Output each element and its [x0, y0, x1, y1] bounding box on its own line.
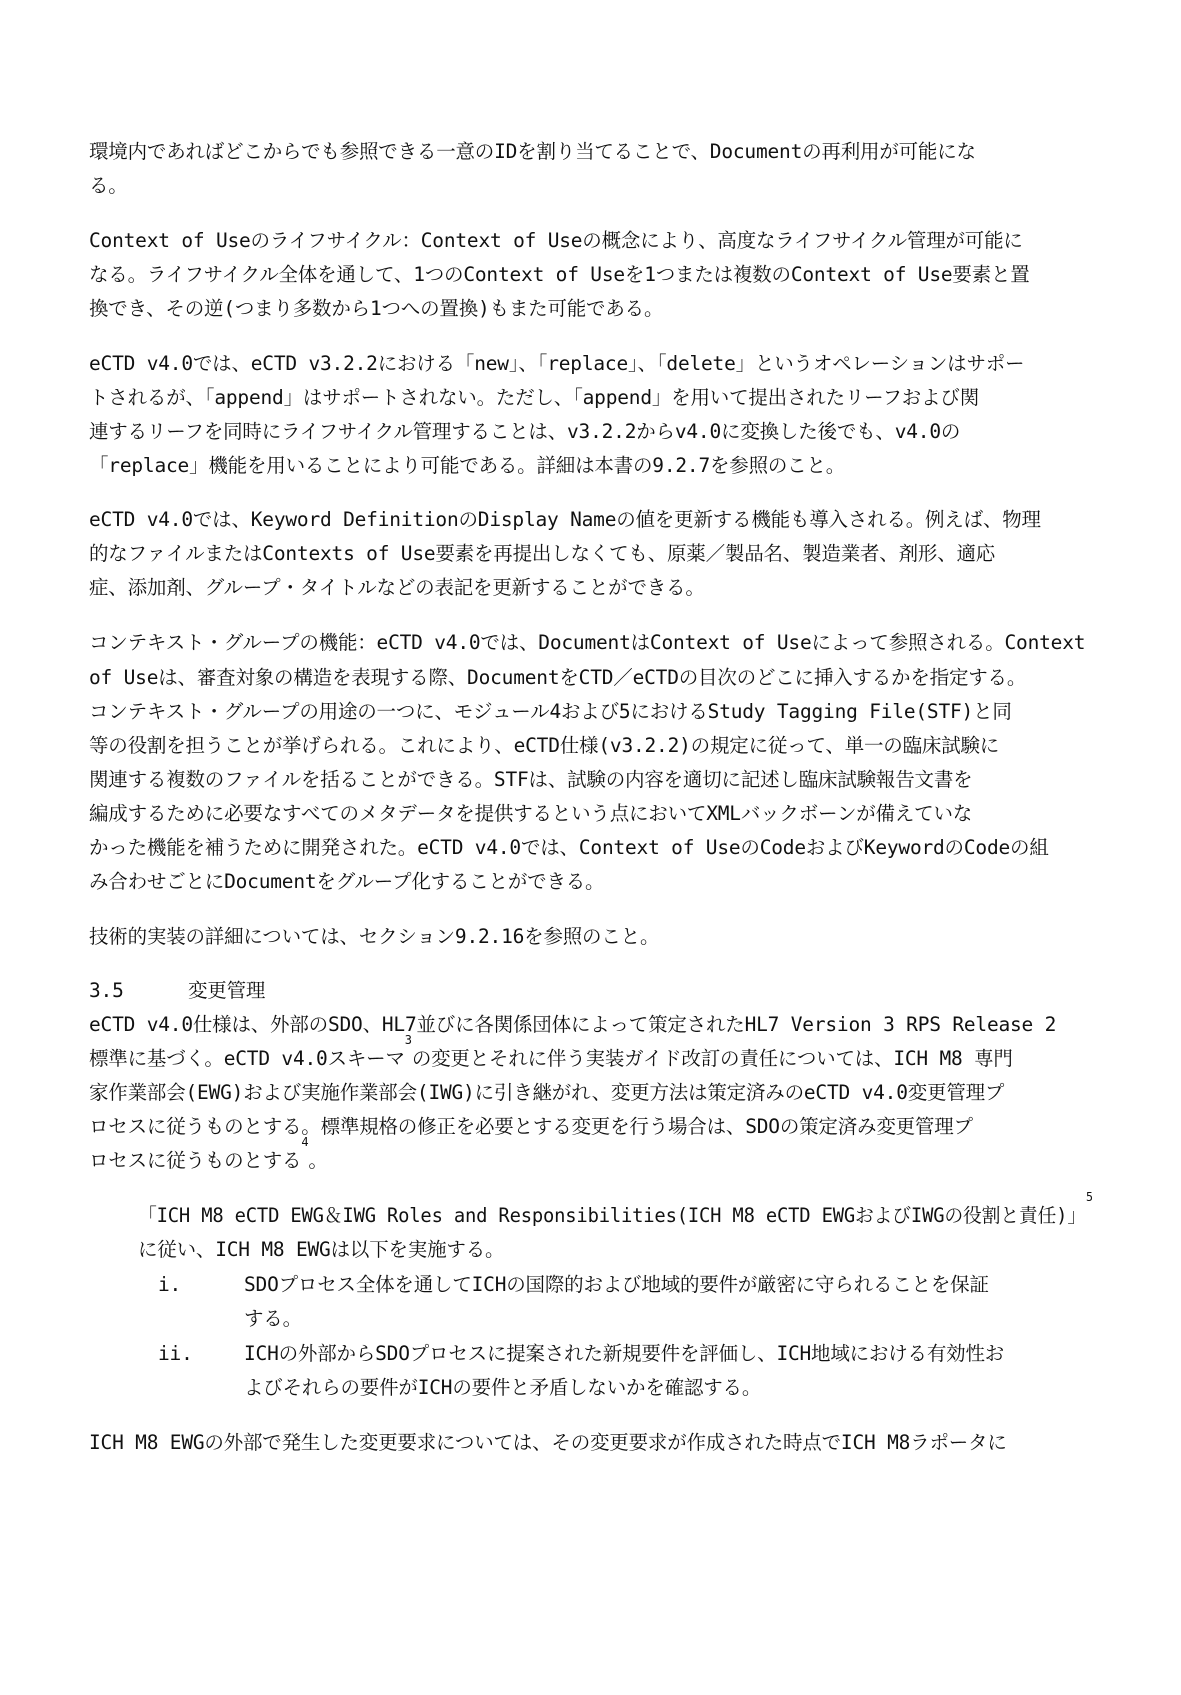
quote-line: に従い、ICH M8 EWGは以下を実施する。 — [138, 1238, 505, 1261]
paragraph-line: コンテキスト・グループの機能：eCTD v4.0では、DocumentはContext of Useによって参照される。Context — [89, 631, 1086, 654]
paragraph-line: ICH M8 EWGの外部で発生した変更要求については、その変更要求が作成された時点でICH M8ラポータに — [89, 1431, 1007, 1454]
paragraph-line: eCTD v4.0では、eCTD v3.2.2における「new」、「replace」、「delete」というオペレーションはサポー — [89, 352, 1025, 375]
paragraph-line: かった機能を補うために開発された。eCTD v4.0では、Context of UseのCodeおよびKeywordのCodeの組 — [89, 836, 1049, 859]
paragraph-line: み合わせごとにDocumentをグループ化することができる。 — [89, 870, 605, 893]
line-text: 「ICH M8 eCTD EWG＆IWG Roles and Responsibilities(ICH M8 eCTD EWGおよびIWGの役割と責任)」 — [138, 1204, 1086, 1227]
paragraph-line: なる。ライフサイクル全体を通して、1つのContext of Useを1つまたは複数のContext of Use要素と置 — [89, 263, 1030, 286]
paragraph-line: 家作業部会(EWG)および実施作業部会(IWG)に引き継がれ、変更方法は策定済みのeCTD v4.0変更管理プ — [89, 1081, 1005, 1104]
paragraph-line: 「replace」機能を用いることにより可能である。詳細は本書の9.2.7を参照のこと。 — [89, 454, 846, 477]
section-number: 3.5 — [89, 979, 124, 1002]
paragraph-line: 連するリーフを同時にライフサイクル管理することは、v3.2.2からv4.0に変換した後でも、v4.0の — [89, 420, 961, 443]
list-item-number: i. — [158, 1273, 182, 1296]
paragraph-line: 関連する複数のファイルを括ることができる。STFは、試験の内容を適切に記述し臨床試験報告文書を — [89, 768, 973, 791]
footnote-ref: 5 — [1085, 1190, 1093, 1204]
section-title: 変更管理 — [188, 979, 266, 1002]
footnote-ref: 4 — [301, 1135, 309, 1149]
paragraph-line: 的なファイルまたはContexts of Use要素を再提出しなくても、原薬／製品名、製造業者、剤形、適応 — [89, 542, 996, 565]
paragraph-line: 換でき、その逆(つまり多数から1つへの置換)もまた可能である。 — [89, 297, 664, 320]
paragraph-line — [89, 1135, 328, 1178]
paragraph-line: ロセスに従うものとする。標準規格の修正を必要とする変更を行う場合は、SDOの策定済み変更管理プ — [89, 1115, 973, 1138]
footnote-ref: 3 — [404, 1033, 412, 1047]
paragraph-line: of Useは、審査対象の構造を表現する際、DocumentをCTD／eCTDの目次のどこに挿入するかを指定する。 — [89, 666, 1027, 689]
paragraph-line: 編成するために必要なすべてのメタデータを提供するという点においてXMLバックボーンが備えていな — [89, 802, 973, 825]
list-item-text: ICHの外部からSDOプロセスに提案された新規要件を評価し、ICH地域における有効性お — [244, 1342, 1005, 1365]
paragraph-line: 環境内であればどこからでも参照できる一意のIDを割り当てることで、Documentの再利用が可能にな — [89, 140, 976, 163]
paragraph-line: 症、添加剤、グループ・タイトルなどの表記を更新することができる。 — [89, 576, 705, 599]
line-text: ロセスに従うものとする — [89, 1149, 302, 1172]
paragraph-line: 等の役割を担うことが挙げられる。これにより、eCTD仕様(v3.2.2)の規定に従って、単一の臨床試験に — [89, 734, 1000, 757]
list-item-text: よびそれらの要件がICHの要件と矛盾しないかを確認する。 — [244, 1376, 762, 1399]
paragraph-line: eCTD v4.0仕様は、外部のSDO、HL7並びに各関係団体によって策定されたHL7 Version 3 RPS Release 2 — [89, 1013, 1057, 1036]
paragraph-line: る。 — [89, 174, 128, 197]
paragraph-line: トされるが、「append」はサポートされない。ただし、「append」を用いて提出されたリーフおよび関 — [89, 386, 980, 409]
line-text: の変更とそれに伴う実装ガイド改訂の責任については、ICH M8 専門 — [411, 1047, 1013, 1070]
line-text: 。 — [308, 1149, 328, 1172]
paragraph-line: 技術的実装の詳細については、セクション9.2.16を参照のこと。 — [89, 925, 660, 948]
paragraph-line: コンテキスト・グループの用途の一つに、モジュール4および5におけるStudy Tagging File(STF)と同 — [89, 700, 1012, 723]
paragraph-line: Context of Useのライフサイクル：Context of Useの概念により、高度なライフサイクル管理が可能に — [89, 229, 1023, 252]
list-item-text: する。 — [244, 1307, 302, 1330]
list-item-text: SDOプロセス全体を通してICHの国際的および地域的要件が厳密に守られることを保証 — [244, 1273, 989, 1296]
list-item-number: ii. — [158, 1342, 193, 1365]
paragraph-line — [89, 1033, 1013, 1076]
quote-line — [138, 1190, 1093, 1233]
line-text: 標準に基づく。eCTD v4.0スキーマ — [89, 1047, 405, 1070]
paragraph-line: eCTD v4.0では、Keyword DefinitionのDisplay Nameの値を更新する機能も導入される。例えば、物理 — [89, 508, 1041, 531]
